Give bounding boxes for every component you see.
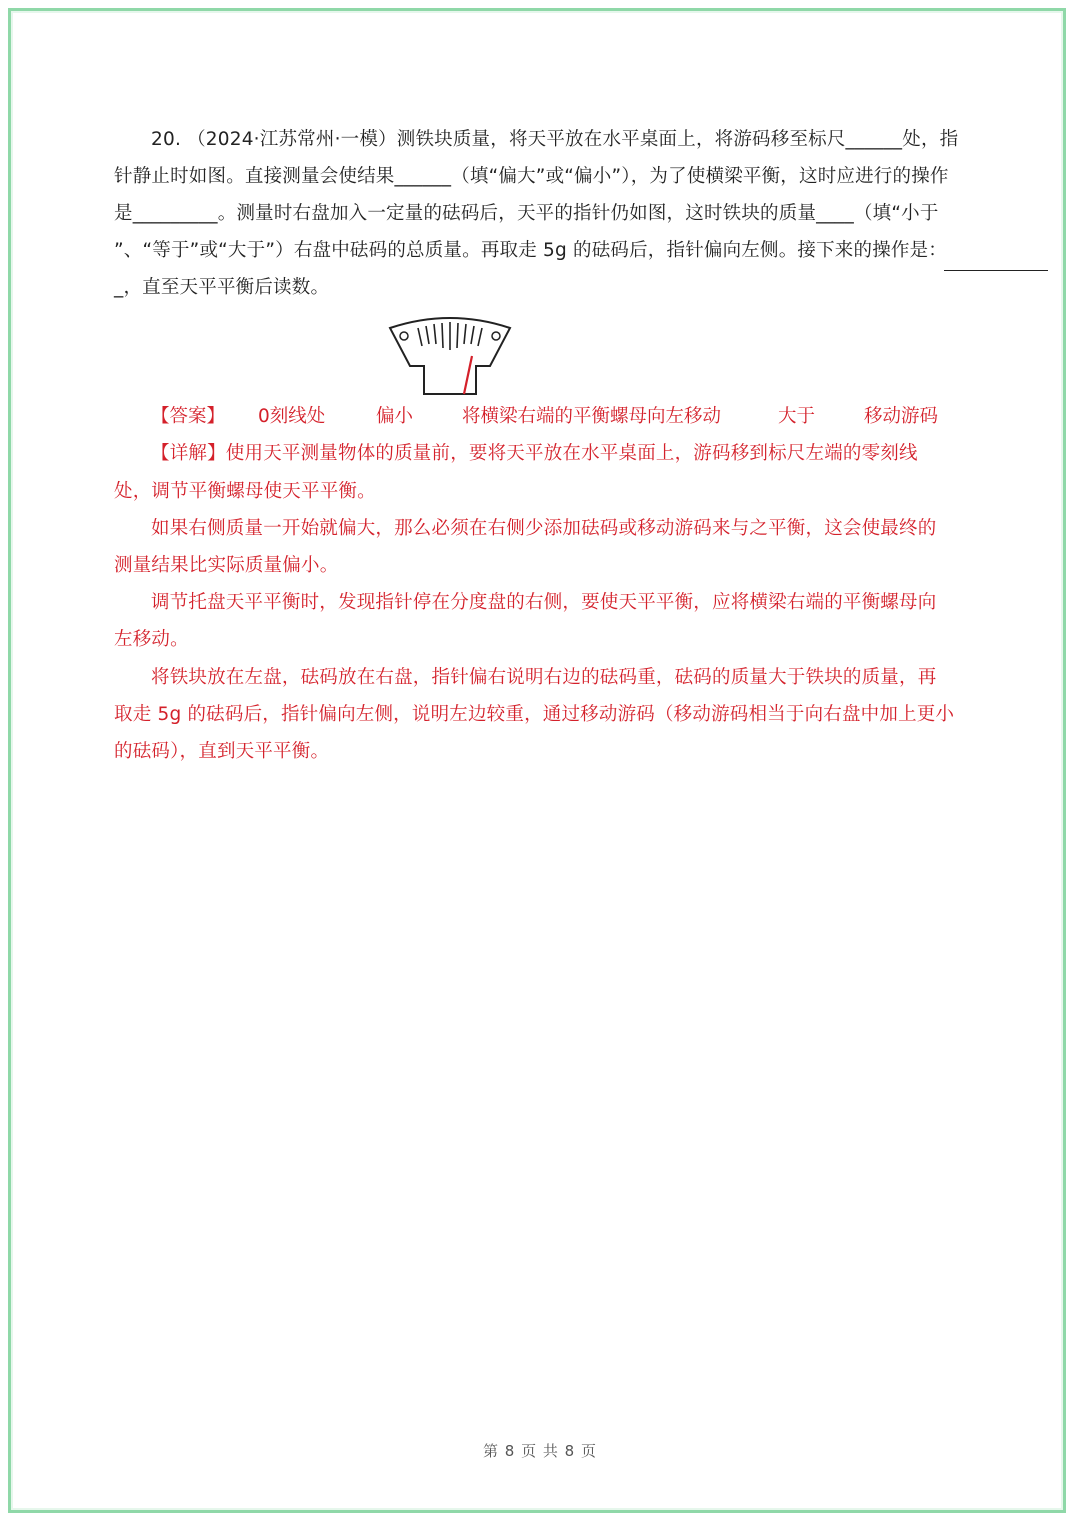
explanation-p4-line3: 的砝码），直到天平平衡。 [114,741,330,762]
answer-4: 大于 [778,406,816,427]
answer-1: 0刻线处 [258,406,326,427]
explanation-p4-line2: 取走 5g 的砝码后，指针偏向左侧，说明左边较重，通过移动游码（移动游码相当于向右盘中加上更小 [114,704,955,725]
question-line-5: _，直至天平平衡后读数。 [114,277,330,298]
answer-2: 偏小 [376,406,414,427]
explanation-p1-line2: 处，调节平衡螺母使天平平衡。 [114,481,376,502]
question-line-1: 20. （2024·江苏常州·一模）测铁块质量，将天平放在水平桌面上，将游码移至标尺______处，指 [151,129,959,150]
explanation-p2-line2: 测量结果比实际质量偏小。 [114,555,339,576]
question-line-4: ”、“等于”或“大于”）右盘中砝码的总质量。再取走 5g 的砝码后，指针偏向左侧。接下来的操作是： [114,240,947,261]
answer-blank-line [944,270,1048,271]
answer-label: 【答案】 [151,406,226,427]
explanation-p3-line2: 左移动。 [114,629,189,650]
question-line-3: 是_________。测量时右盘加入一定量的砝码后，天平的指针仍如图，这时铁块的质量____（填“小于 [114,203,939,224]
explanation-p1-line1: 【详解】使用天平测量物体的质量前，要将天平放在水平桌面上，游码移到标尺左端的零刻线 [151,443,918,464]
explanation-p2-line1: 如果右侧质量一开始就偏大，那么必须在右侧少添加砝码或移动游码来与之平衡，这会使最终的 [151,518,937,539]
explanation-p4-line1: 将铁块放在左盘，砝码放在右盘，指针偏右说明右边的砝码重，砝码的质量大于铁块的质量，再 [151,667,937,688]
page-number-footer: 第 8 页 共 8 页 [483,1442,597,1460]
question-line-2: 针静止时如图。直接测量会使结果______（填“偏大”或“偏小”），为了使横梁平衡，这时应进行的操作 [114,166,949,187]
balance-pointer-figure [386,312,514,398]
explanation-p3-line1: 调节托盘天平平衡时，发现指针停在分度盘的右侧，要使天平平衡，应将横梁右端的平衡螺母向 [151,592,937,613]
answer-3: 将横梁右端的平衡螺母向左移动 [462,406,722,427]
balance-dial-diagram [386,312,514,398]
answer-5: 移动游码 [864,406,939,427]
